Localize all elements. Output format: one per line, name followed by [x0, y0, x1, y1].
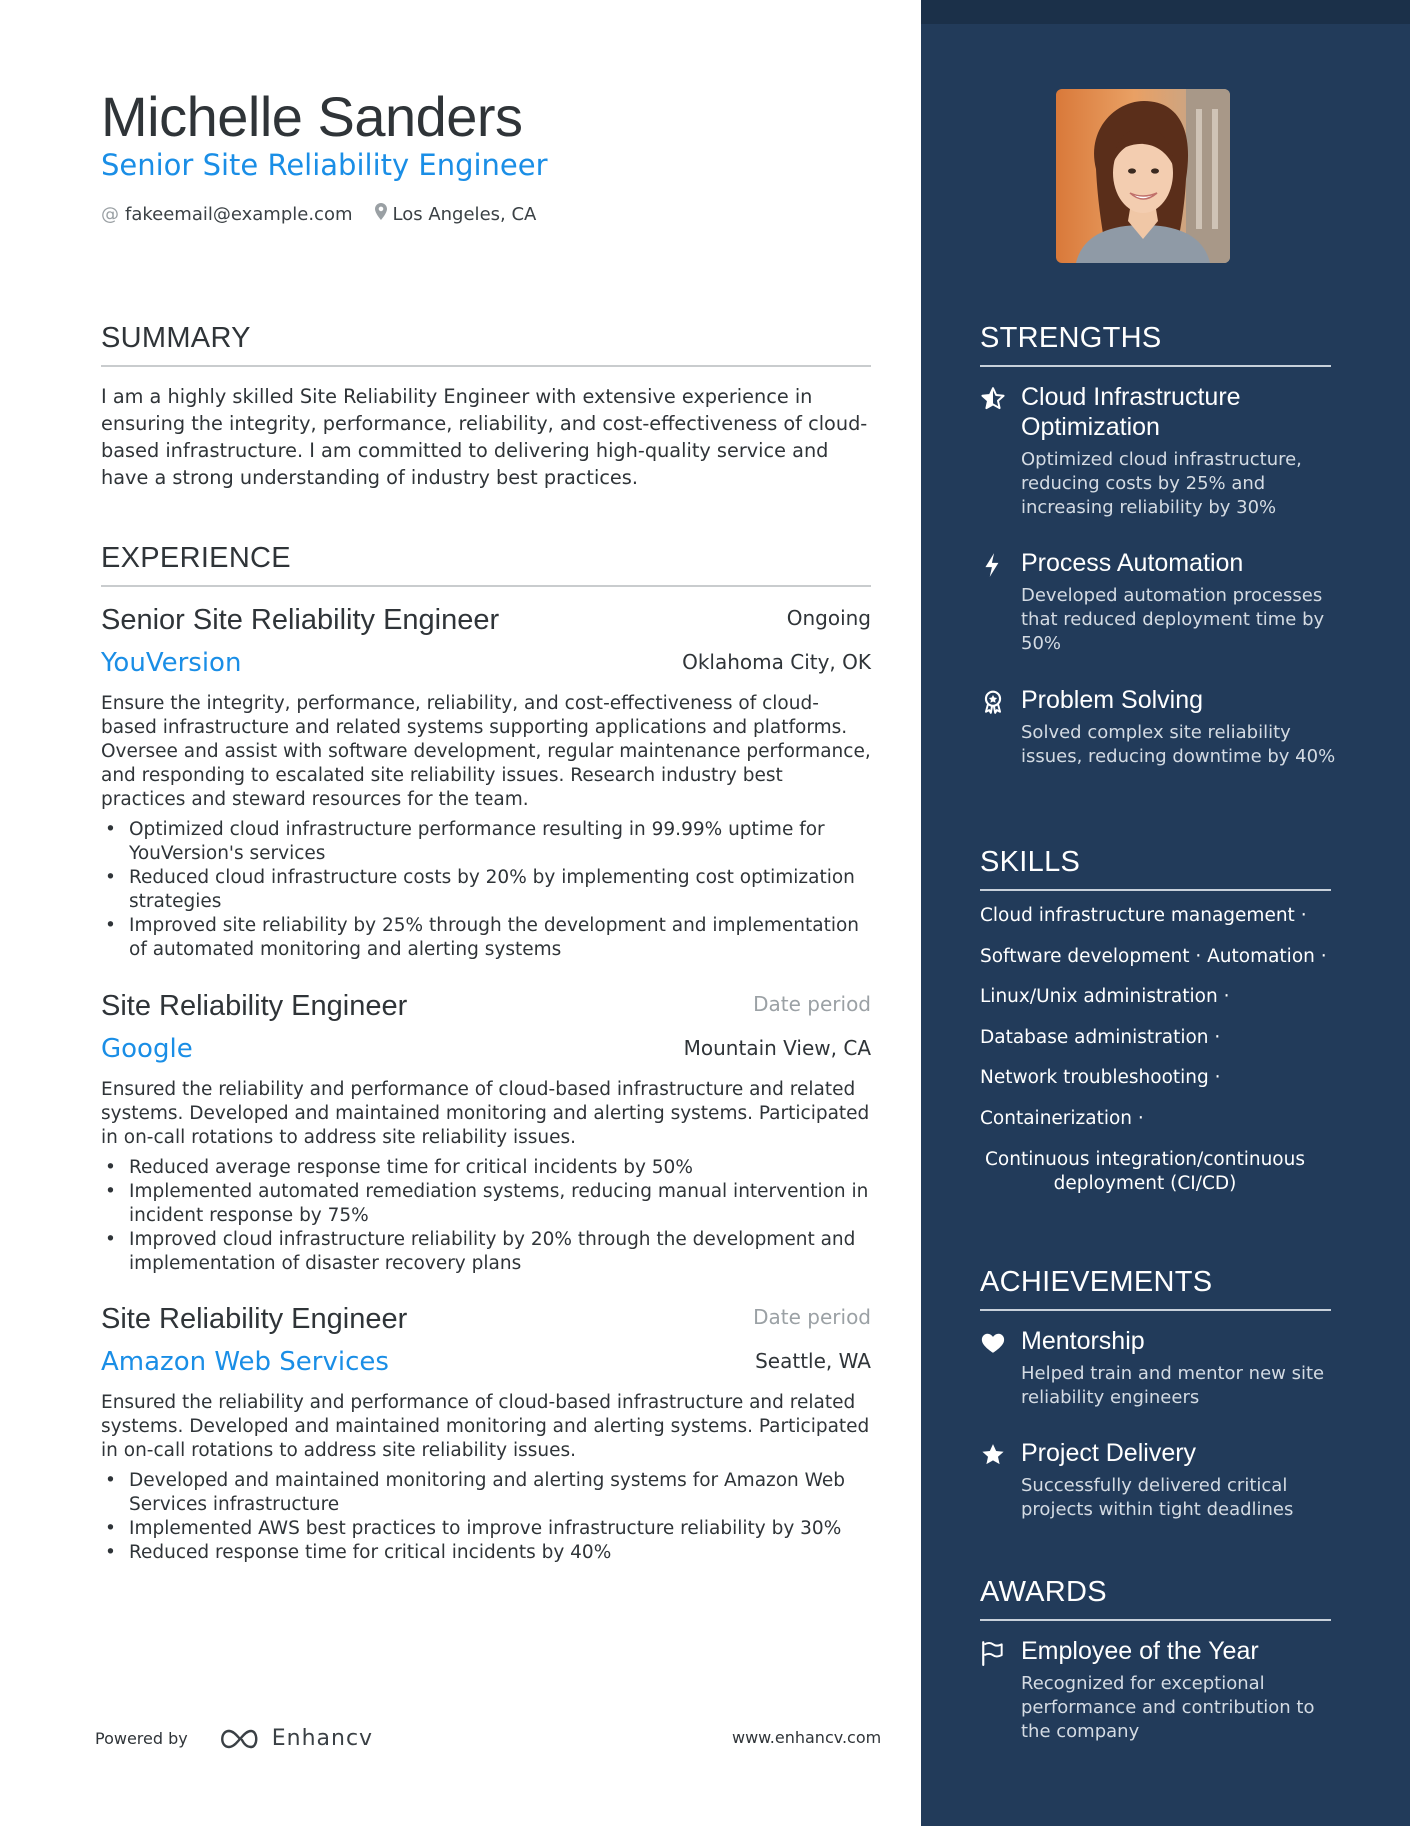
- sidebar: [921, 0, 1410, 1826]
- bullet-item: • Optimized cloud infrastructure performance resulting in 99.99% uptime for YouVersion's services: [101, 818, 871, 866]
- job-role: Site Reliability Engineer: [101, 1303, 408, 1335]
- skills-list: [980, 905, 1350, 1196]
- achievement-title: Project Delivery: [1021, 1439, 1197, 1467]
- heart-icon: [980, 1330, 1006, 1356]
- job-date: Date period: [753, 992, 871, 1016]
- bullet-item: • Reduced average response time for critical incidents by 50%: [101, 1156, 871, 1180]
- email-text[interactable]: fakeemail@example.com: [125, 203, 353, 225]
- bullet-item: • Reduced response time for critical incidents by 40%: [101, 1541, 871, 1565]
- job-location: Oklahoma City, OK: [682, 650, 871, 674]
- star-half-icon: [980, 386, 1006, 412]
- skills-heading: SKILLS: [980, 846, 1331, 891]
- job-description: Ensured the reliability and performance of cloud-based infrastructure and related systems. Developed and maintained monitoring and alerting systems. Participated in on-call rotations to address site reliability issues.: [101, 1392, 870, 1461]
- candidate-title: Senior Site Reliability Engineer: [101, 148, 548, 182]
- contact-info: [101, 203, 536, 225]
- strength-item: [980, 382, 1340, 520]
- footer-website[interactable]: www.enhancv.com: [732, 1728, 882, 1747]
- award-ribbon-icon: [980, 689, 1006, 715]
- summary-heading: SUMMARY: [101, 322, 871, 367]
- skill-item: Software development · Automation ·: [980, 945, 1327, 967]
- achievement-desc: Helped train and mentor new site reliability engineers: [1021, 1363, 1325, 1408]
- powered-by-label: Powered by: [95, 1729, 188, 1748]
- strength-item: [980, 548, 1340, 656]
- skill-item: Network troubleshooting ·: [980, 1067, 1221, 1088]
- star-icon: [980, 1442, 1006, 1468]
- awards-heading: AWARDS: [980, 1576, 1331, 1621]
- job-date: Date period: [753, 1305, 871, 1329]
- award-item: [980, 1636, 1340, 1744]
- job-role: Senior Site Reliability Engineer: [101, 604, 500, 636]
- footer-powered-by: [95, 1726, 373, 1751]
- candidate-name: Michelle Sanders: [101, 85, 523, 148]
- enhancv-logo[interactable]: [216, 1726, 373, 1751]
- strength-desc: Optimized cloud infrastructure, reducing costs by 25% and increasing reliability by 30%: [1021, 449, 1302, 518]
- job-location: Seattle, WA: [755, 1349, 871, 1373]
- skill-item: Linux/Unix administration ·: [980, 986, 1230, 1007]
- bullet-item: • Implemented automated remediation systems, reducing manual intervention in incident response by 75%: [101, 1180, 871, 1228]
- at-icon: @: [101, 203, 119, 225]
- achievement-item: [980, 1438, 1340, 1522]
- job-company[interactable]: Google: [101, 1034, 193, 1064]
- award-title: Employee of the Year: [1021, 1637, 1259, 1665]
- job-description: Ensured the reliability and performance of cloud-based infrastructure and related systems. Developed and maintained monitoring and alerting systems. Participated in on-call rotations to address site reliability issues.: [101, 1079, 870, 1148]
- bullet-item: • Developed and maintained monitoring and alerting systems for Amazon Web Services infrastructure: [101, 1469, 871, 1517]
- job-bullets: [101, 818, 871, 962]
- strength-desc: Solved complex site reliability issues, reducing downtime by 40%: [1021, 722, 1336, 767]
- bullet-item: • Reduced cloud infrastructure costs by 20% by implementing cost optimization strategies: [101, 866, 871, 914]
- job-date: Ongoing: [786, 606, 871, 630]
- sidebar-top-band: [921, 0, 1410, 24]
- bullet-item: • Improved site reliability by 25% through the development and implementation of automated monitoring and alerting systems: [101, 914, 871, 962]
- job-bullets: [101, 1469, 871, 1565]
- job-location: Mountain View, CA: [683, 1036, 871, 1060]
- strengths-heading: STRENGTHS: [980, 322, 1331, 367]
- job-role: Site Reliability Engineer: [101, 990, 408, 1022]
- skill-item: Database administration ·: [980, 1026, 1221, 1048]
- strength-title: Cloud Infrastructure Optimization: [1021, 383, 1241, 441]
- summary-text: I am a highly skilled Site Reliability Engineer with extensive experience in ensuring the integrity, performance, reliability, and cost-effectiveness of cloud-based infrastructure. I am committed to delivering high-quality service and have a strong understanding of industry best practices.: [101, 385, 868, 489]
- strength-item: [980, 685, 1340, 769]
- flag-icon: [980, 1640, 1006, 1666]
- skill-item: Cloud infrastructure management ·: [980, 905, 1307, 926]
- job-description: Ensure the integrity, performance, reliability, and cost-effectiveness of cloud-based infrastructure and related systems supporting applications and platforms. Oversee and assist with software development, regular maintenance performance, and responding to escalated site reliability issues. Research industry best practices and steward resources for the team.: [101, 693, 871, 810]
- achievement-item: [980, 1326, 1340, 1410]
- strength-title: Process Automation: [1021, 549, 1244, 577]
- strength-desc: Developed automation processes that reduced deployment time by 50%: [1021, 585, 1325, 654]
- job-bullets: [101, 1156, 871, 1276]
- profile-photo: [1056, 89, 1230, 263]
- enhancv-logo-icon: [216, 1727, 262, 1751]
- job-company[interactable]: YouVersion: [101, 648, 242, 678]
- skill-item: Continuous integration/continuous deployment (CI/CD): [985, 1149, 1305, 1194]
- achievement-title: Mentorship: [1021, 1327, 1145, 1355]
- job-company[interactable]: Amazon Web Services: [101, 1347, 389, 1377]
- location-text: Los Angeles, CA: [392, 203, 537, 225]
- experience-heading: EXPERIENCE: [101, 542, 871, 587]
- award-desc: Recognized for exceptional performance and contribution to the company: [1021, 1673, 1315, 1742]
- map-pin-icon: [375, 203, 387, 225]
- achievements-heading: ACHIEVEMENTS: [980, 1266, 1331, 1311]
- brand-name: Enhancv: [271, 1726, 374, 1751]
- lightning-bolt-icon: [980, 552, 1006, 578]
- strength-title: Problem Solving: [1021, 686, 1204, 714]
- skill-item: Containerization ·: [980, 1107, 1144, 1129]
- bullet-item: • Implemented AWS best practices to improve infrastructure reliability by 30%: [101, 1517, 871, 1541]
- achievement-desc: Successfully delivered critical projects within tight deadlines: [1021, 1475, 1294, 1520]
- profile-photo-illustration: [1056, 89, 1230, 263]
- bullet-item: • Improved cloud infrastructure reliability by 20% through the development and implementation of disaster recovery plans: [101, 1228, 871, 1276]
